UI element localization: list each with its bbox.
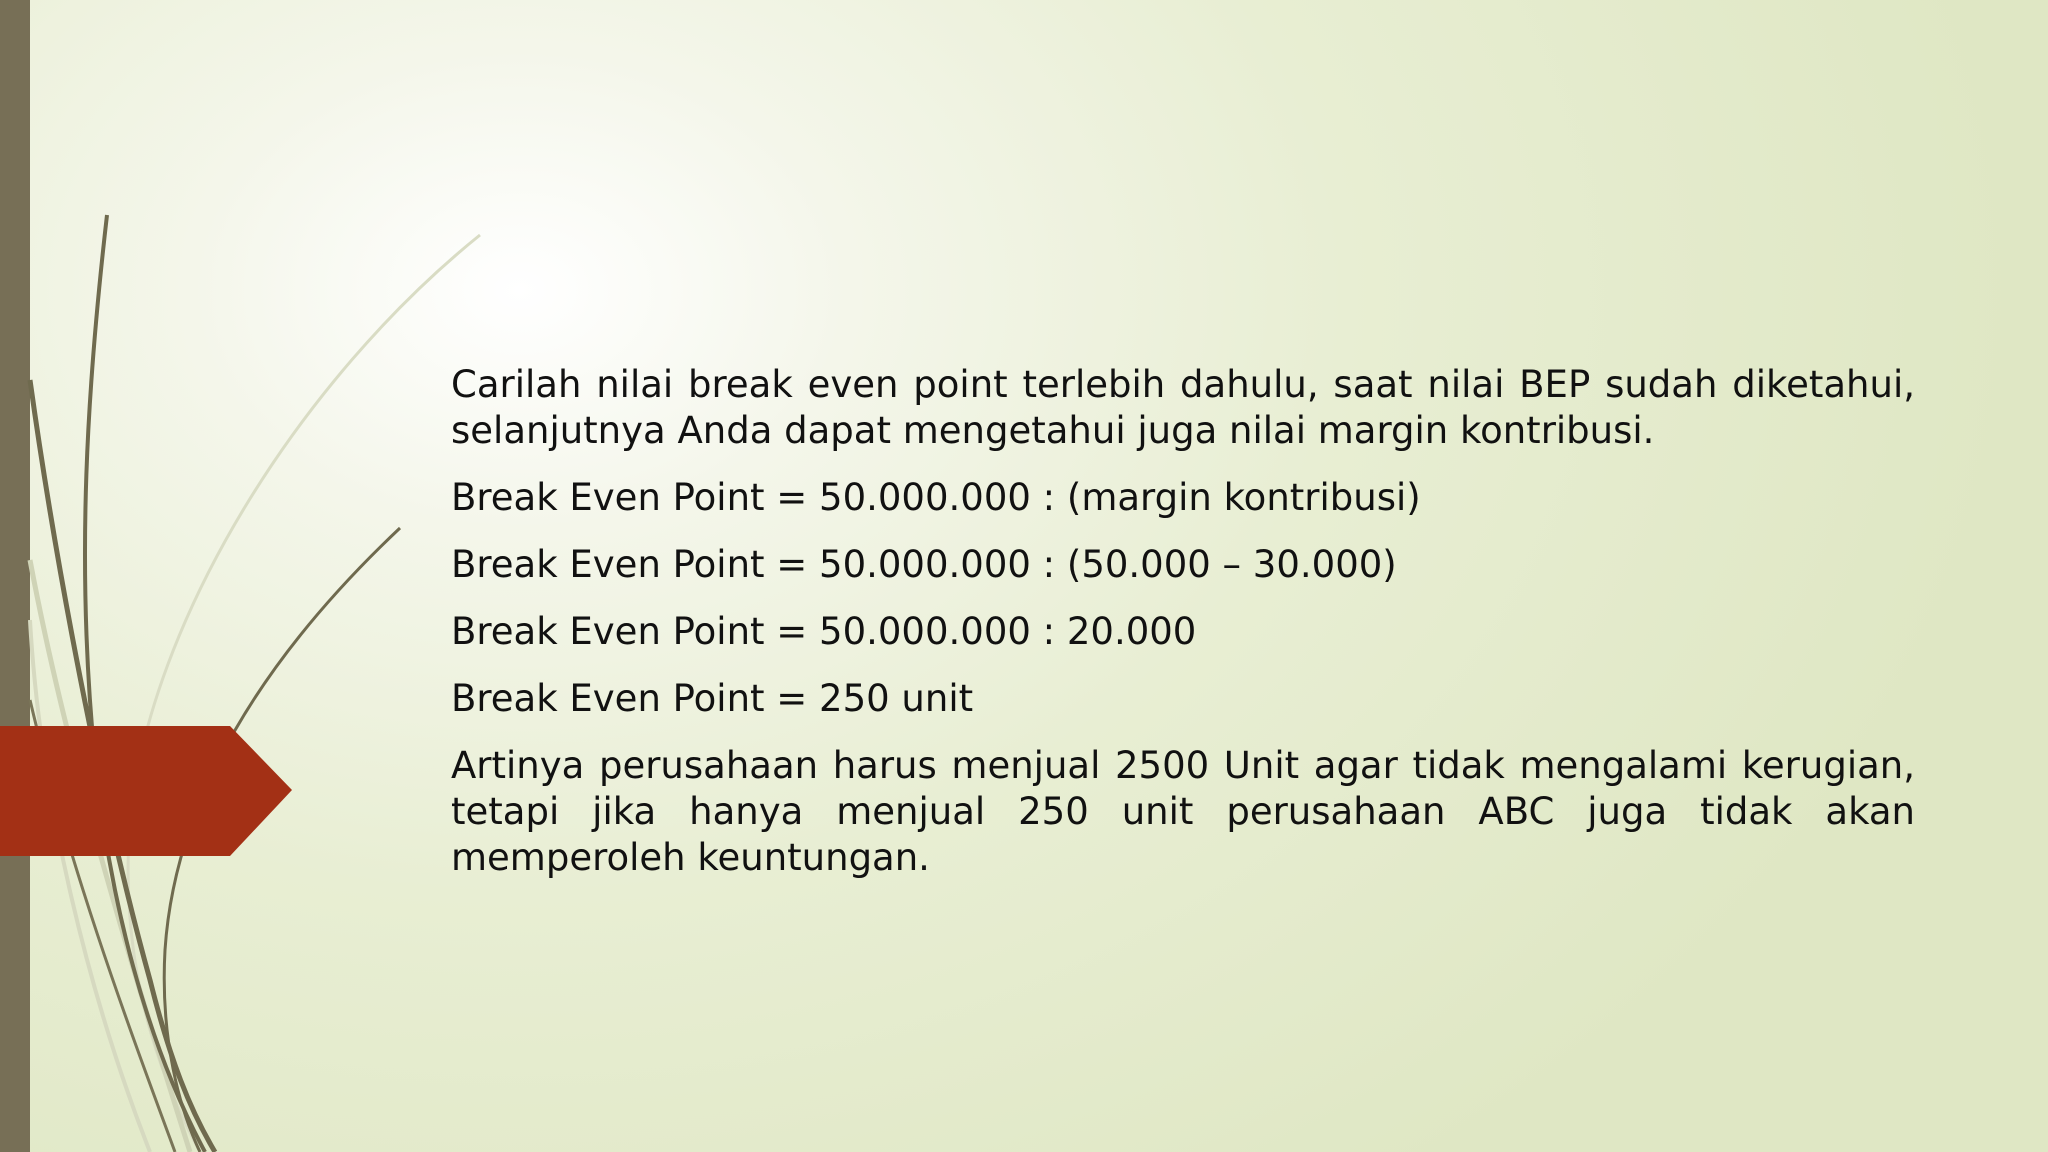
intro-paragraph: Carilah nilai break even point terlebih dahulu, saat nilai BEP sudah diketahui, selanjutnya Anda dapat mengetahui juga nilai margin kontribusi. — [451, 363, 1915, 452]
formula-line-3: Break Even Point = 50.000.000 : 20.000 — [451, 610, 1197, 653]
formula-line-1: Break Even Point = 50.000.000 : (margin kontribusi) — [451, 476, 1421, 519]
formula-line-2: Break Even Point = 50.000.000 : (50.000 – 30.000) — [451, 543, 1397, 586]
conclusion-paragraph: Artinya perusahaan harus menjual 2500 Unit agar tidak mengalami kerugian, tetapi jika hanya menjual 250 unit perusahaan ABC juga tidak akan memperoleh keuntungan. — [451, 744, 1915, 879]
formula-result: Break Even Point = 250 unit — [451, 677, 974, 720]
slide-body — [451, 362, 1915, 902]
